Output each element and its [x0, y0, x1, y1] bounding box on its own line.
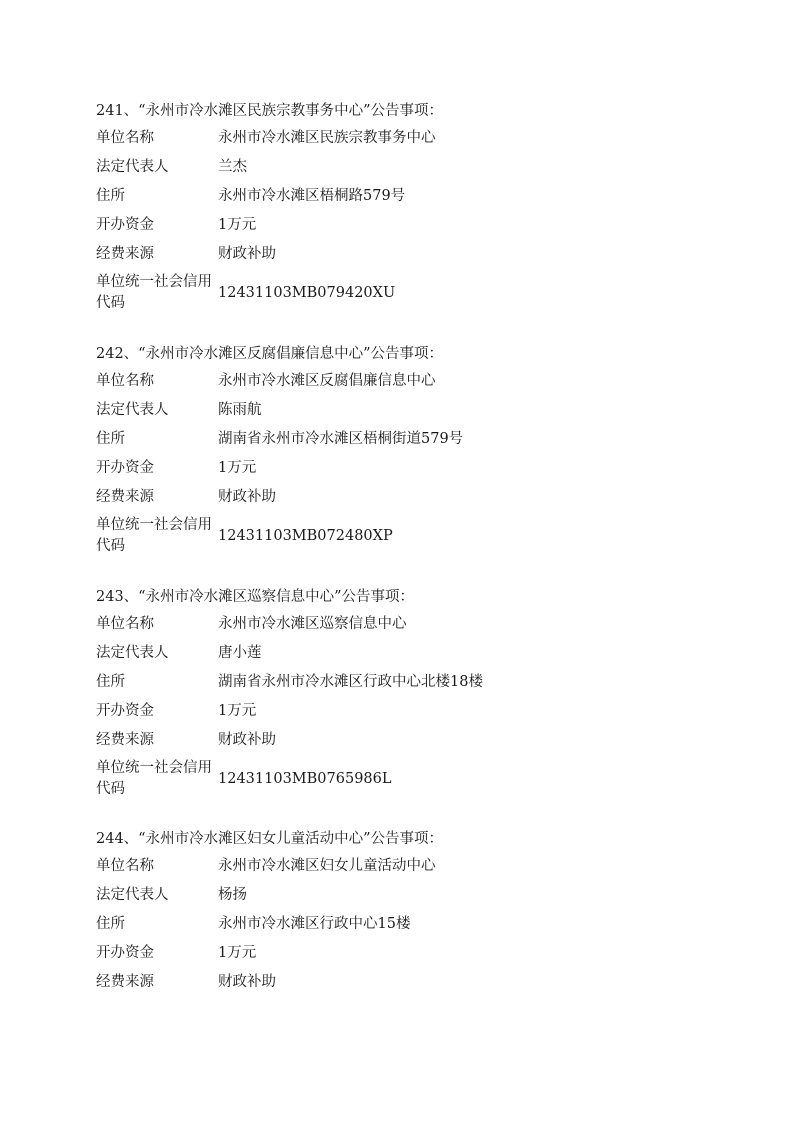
- label-funding-source: 经费来源: [96, 974, 154, 990]
- row-unit-name: [96, 852, 716, 881]
- label-funding-source: 经费来源: [96, 732, 154, 748]
- label-address: 住所: [96, 916, 125, 932]
- row-capital: [96, 939, 716, 968]
- row-unit-name: [96, 610, 716, 639]
- value-funding-source: 财政补助: [218, 974, 276, 990]
- row-capital: [96, 697, 716, 726]
- row-credit-code: [96, 512, 716, 560]
- value-address: 湖南省永州市冷水滩区梧桐街道579号: [218, 431, 464, 447]
- row-funding-source: [96, 726, 716, 755]
- value-address: 湖南省永州市冷水滩区行政中心北楼18楼: [218, 674, 483, 690]
- value-address: 永州市冷水滩区行政中心15楼: [218, 916, 411, 932]
- entry-title: 244、“永州市冷水滩区妇女儿童活动中心”公告事项：: [96, 831, 443, 847]
- row-address: [96, 668, 716, 697]
- announcement-entry-241: [96, 98, 716, 317]
- row-funding-source: [96, 240, 716, 269]
- row-legal-rep: [96, 881, 716, 910]
- row-unit-name: [96, 124, 716, 153]
- row-unit-name: [96, 367, 716, 396]
- row-funding-source: [96, 483, 716, 512]
- row-legal-rep: [96, 396, 716, 425]
- label-capital: 开办资金: [96, 703, 154, 719]
- label-unit-name: 单位名称: [96, 373, 154, 389]
- value-unit-name: 永州市冷水滩区巡察信息中心: [218, 616, 407, 632]
- row-legal-rep: [96, 153, 716, 182]
- value-legal-rep: 杨扬: [218, 887, 247, 903]
- value-unit-name: 永州市冷水滩区民族宗教事务中心: [218, 130, 436, 146]
- value-capital: 1万元: [218, 217, 257, 233]
- value-credit-code: 12431103MB0765986L: [218, 770, 392, 787]
- label-capital: 开办资金: [96, 945, 154, 961]
- label-capital: 开办资金: [96, 217, 154, 233]
- row-capital: [96, 211, 716, 240]
- entry-title: 242、“永州市冷水滩区反腐倡廉信息中心”公告事项：: [96, 346, 443, 362]
- value-funding-source: 财政补助: [218, 246, 276, 262]
- label-unit-name: 单位名称: [96, 130, 154, 146]
- value-capital: 1万元: [218, 703, 257, 719]
- entry-title: 241、“永州市冷水滩区民族宗教事务中心”公告事项：: [96, 103, 443, 119]
- label-credit-code: 单位统一社会信用代码: [96, 274, 212, 311]
- label-address: 住所: [96, 674, 125, 690]
- label-address: 住所: [96, 188, 125, 204]
- label-funding-source: 经费来源: [96, 246, 154, 262]
- row-address: [96, 182, 716, 211]
- value-unit-name: 永州市冷水滩区反腐倡廉信息中心: [218, 373, 436, 389]
- value-legal-rep: 唐小莲: [218, 645, 262, 661]
- value-funding-source: 财政补助: [218, 732, 276, 748]
- row-legal-rep: [96, 639, 716, 668]
- value-legal-rep: 陈雨航: [218, 402, 262, 418]
- label-legal-rep: 法定代表人: [96, 887, 169, 903]
- label-legal-rep: 法定代表人: [96, 159, 169, 175]
- value-credit-code: 12431103MB072480XP: [218, 527, 393, 544]
- value-address: 永州市冷水滩区梧桐路579号: [218, 188, 406, 204]
- row-capital: [96, 454, 716, 483]
- label-unit-name: 单位名称: [96, 616, 154, 632]
- row-address: [96, 425, 716, 454]
- row-credit-code: [96, 269, 716, 317]
- label-legal-rep: 法定代表人: [96, 402, 169, 418]
- value-credit-code: 12431103MB079420XU: [218, 284, 396, 301]
- value-unit-name: 永州市冷水滩区妇女儿童活动中心: [218, 858, 436, 874]
- value-legal-rep: 兰杰: [218, 159, 247, 175]
- value-capital: 1万元: [218, 945, 257, 961]
- label-capital: 开办资金: [96, 460, 154, 476]
- row-address: [96, 910, 716, 939]
- value-capital: 1万元: [218, 460, 257, 476]
- announcement-entry-242: [96, 341, 716, 560]
- row-credit-code: [96, 755, 716, 803]
- value-funding-source: 财政补助: [218, 489, 276, 505]
- label-credit-code: 单位统一社会信用代码: [96, 517, 212, 554]
- label-funding-source: 经费来源: [96, 489, 154, 505]
- label-address: 住所: [96, 431, 125, 447]
- row-funding-source: [96, 968, 716, 997]
- entry-title: 243、“永州市冷水滩区巡察信息中心”公告事项：: [96, 589, 414, 605]
- announcement-entry-244: [96, 826, 716, 997]
- label-unit-name: 单位名称: [96, 858, 154, 874]
- label-legal-rep: 法定代表人: [96, 645, 169, 661]
- label-credit-code: 单位统一社会信用代码: [96, 760, 212, 797]
- announcement-entry-243: [96, 584, 716, 803]
